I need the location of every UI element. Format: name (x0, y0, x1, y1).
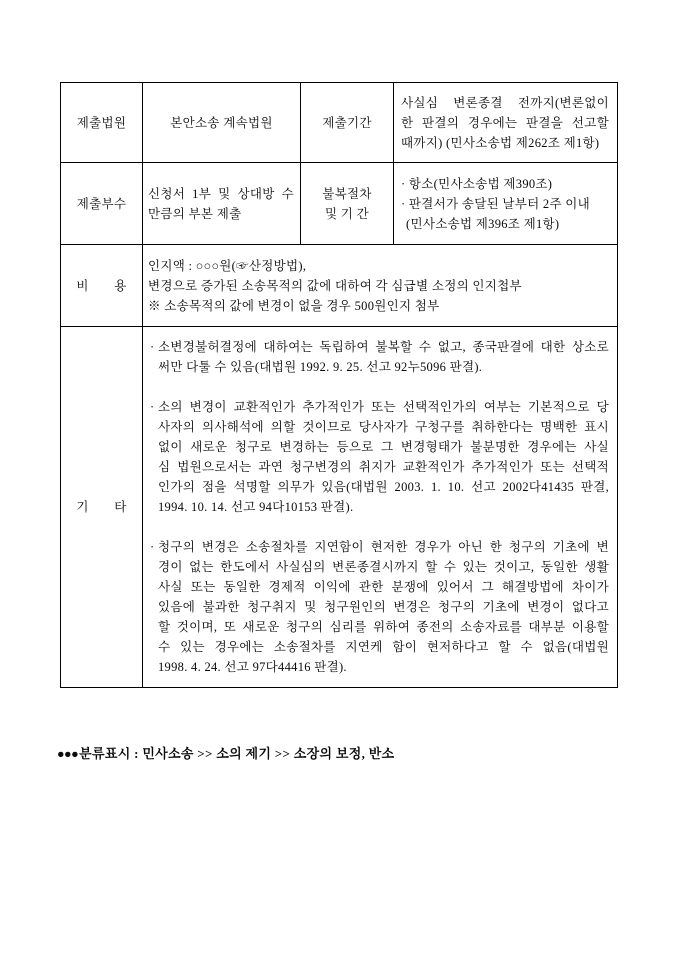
text-line: 할 것이며, 또 새로운 청구의 심리를 위하여 종전의 소송자료를 대부분 이용할 (158, 620, 609, 634)
text-line: 만큼의 부본 제출 (148, 206, 242, 221)
classification-footer (57, 743, 394, 762)
etc-label: 기 타 (76, 500, 127, 514)
etc-paragraph (150, 397, 609, 517)
classification-marker-icon: ●●● (57, 747, 79, 761)
legal-info-table (60, 82, 618, 688)
cell-cost-label (61, 245, 143, 327)
cell-copies-label (61, 163, 143, 245)
text-line: 써만 다툴 수 있음(대법원 1992. 9. 25. 선고 92누5096 판결). (158, 360, 483, 374)
etc-paragraph (150, 537, 609, 677)
text-line-content: 소변경불허결정에 대하여는 독립하여 불복할 수 없고, 종국판결에 대한 상소로 (158, 340, 609, 354)
text-line (150, 337, 609, 357)
text-line: ※ 소송목적의 값에 변경이 없을 경우 500원인지 첨부 (148, 298, 440, 313)
text-line: 사자의 의사해석에 의할 것이므로 당사자가 구청구를 취하한다는 명백한 표시 (158, 420, 609, 434)
text-line (150, 397, 609, 417)
etc-paragraph (150, 337, 609, 377)
submit-court-label: 제출법원 (76, 115, 127, 130)
cell-submit-court-value (143, 83, 301, 163)
submit-period-label: 제출기간 (322, 115, 372, 130)
text-line: 사실 또는 동일한 경제적 이익에 관한 분쟁에 있어서 그 해결방법에 차이가 (158, 580, 609, 594)
cell-submit-period-label (301, 83, 394, 163)
text-line-content: 청구의 변경은 소송절차를 지연함이 현저한 경우가 아닌 한 청구의 기초에 변 (158, 540, 609, 554)
classification-text: 분류표시 : 민사소송 >> 소의 제기 >> 소장의 보정, 반소 (79, 746, 395, 761)
bullet-dot-icon: · (150, 400, 155, 414)
text-line: 1998. 4. 24. 선고 97다44416 판결). (158, 660, 347, 674)
text-line: 1994. 10. 14. 선고 94다10153 판결). (158, 500, 354, 514)
text-line: 인가의 점을 석명할 의무가 있음(대법원 2003. 1. 10. 선고 2002다41435 판결, (158, 480, 609, 494)
text-line: 없이 새로운 청구로 변경하는 등으로 그 변경형태가 불분명한 경우에는 사실 (158, 440, 609, 454)
cell-submit-court-label (61, 83, 143, 163)
copies-label: 제출부수 (76, 196, 127, 211)
text-line: 불복절차 (322, 186, 372, 201)
cell-copies-value (143, 163, 301, 245)
text-line (150, 537, 609, 557)
cell-etc-value (143, 327, 617, 687)
cell-appeal-label (301, 163, 394, 245)
cell-etc-label (61, 327, 143, 687)
text-line: 사실심 변론종결 전까지(변론없이 (401, 95, 609, 110)
text-line: 및 기 간 (325, 206, 369, 221)
text-line: 있음에 불과한 청구취지 및 청구원인의 변경은 청구의 기초에 변경이 없다고 (158, 600, 609, 614)
bullet-dot-icon: · (150, 540, 155, 554)
text-line: 수 있는 경우에는 소송절차를 지연케 함이 현저하다고 할 수 없음(대법원 (158, 640, 609, 654)
text-line: 경이 없는 한도에서 사실심의 변론종결시까지 할 수 있는 것이고, 동일한 생활 (158, 560, 609, 574)
submit-court-value: 본안소송 계속법원 (170, 115, 273, 130)
text-line-content: 소의 변경이 교환적인가 추가적인가 또는 선택적인가의 여부는 기본적으로 당 (158, 400, 609, 414)
text-line: · 항소(민사소송법 제390조) (401, 176, 553, 191)
text-line: · 판결서가 송달된 날부터 2주 이내 (401, 196, 591, 211)
text-line: 변경으로 증가된 소송목적의 값에 대하여 각 심급별 소정의 인지첩부 (148, 278, 522, 293)
text-line: 심 법원으로서는 과연 청구변경의 취지가 교환적인가 추가적인가 또는 선택적 (158, 460, 609, 474)
text-line: (민사소송법 제396조 제1항) (406, 216, 560, 231)
text-line: 한 판결의 경우에는 판결을 선고할 (401, 115, 609, 130)
cost-label: 비 용 (76, 278, 127, 293)
cell-cost-value (143, 245, 617, 327)
bullet-dot-icon: · (150, 340, 155, 354)
cell-submit-period-value (394, 83, 617, 163)
text-line: 신청서 1부 및 상대방 수 (148, 186, 294, 201)
text-line: 때까지) (민사소송법 제262조 제1항) (401, 135, 600, 150)
text-line: 인지액 : ○○○원(☞산정방법), (148, 258, 307, 273)
cell-appeal-value (394, 163, 617, 245)
